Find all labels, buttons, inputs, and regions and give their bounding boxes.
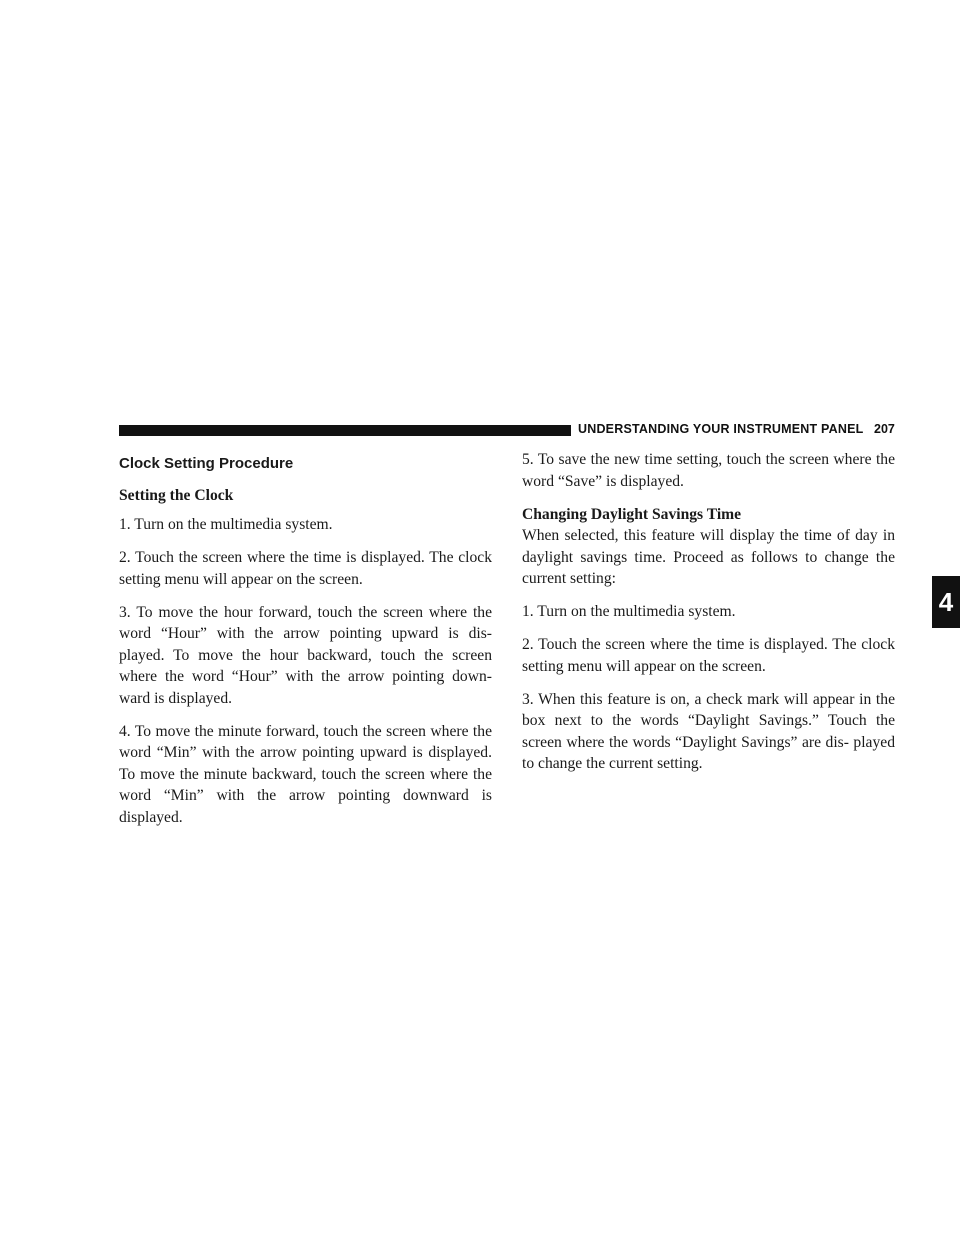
paragraph: 2. Touch the screen where the time is displayed. The clock setting menu will appear on the screen. — [119, 549, 492, 588]
chapter-tab: 4 — [932, 576, 960, 628]
page-number: 207 — [874, 422, 895, 436]
sub-heading: Setting the Clock — [119, 486, 234, 504]
paragraph: 1. Turn on the multimedia system. — [119, 516, 333, 533]
paragraph: 1. Turn on the multimedia system. — [522, 603, 736, 620]
paragraph: 2. Touch the screen where the time is displayed. The clock setting menu will appear on the screen. — [522, 636, 895, 675]
sub-heading: Changing Daylight Savings Time — [522, 505, 742, 523]
paragraph: 4. To move the minute forward, touch the screen where the word “Min” with the arrow pointing upward is displayed. To move the minute backward, touch the screen where the word “Min” with the arrow pointing downward is displayed. — [119, 722, 492, 826]
paragraph: 5. To save the new time setting, touch the screen where the word “Save” is displayed. — [522, 451, 895, 490]
paragraph: When selected, this feature will display the time of day in daylight savings time. Proceed as follows to change the current setting: — [522, 527, 895, 587]
paragraph: 3. To move the hour forward, touch the screen where the word “Hour” with the arrow pointing upward is dis- played. To move the hour backward, touch the screen where the word “Hour” with the arrow pointing down- ward is displayed. — [119, 603, 492, 707]
right-column — [522, 449, 895, 786]
paragraph: 3. When this feature is on, a check mark will appear in the box next to the words “Daylight Savings.” Touch the screen where the words “Daylight Savings” are dis- played to change the current setting. — [522, 690, 895, 772]
running-header-title: UNDERSTANDING YOUR INSTRUMENT PANEL — [578, 422, 864, 436]
header-rule — [119, 425, 571, 436]
section-heading: Clock Setting Procedure — [119, 455, 294, 472]
left-column — [119, 450, 492, 840]
